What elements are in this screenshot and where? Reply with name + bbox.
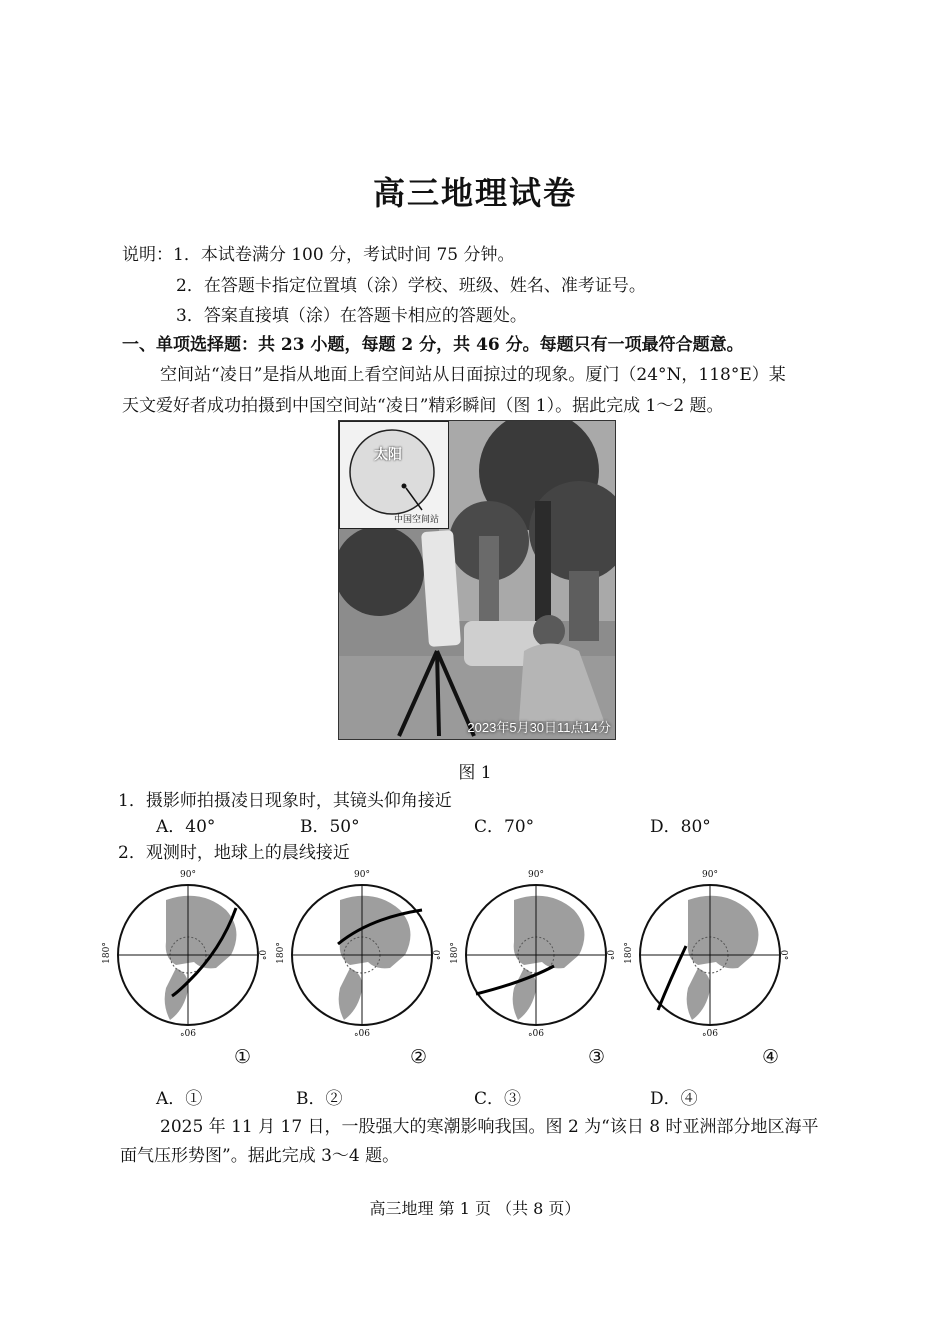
- q1-option-b: B．50°: [300, 817, 360, 837]
- photo-timestamp: 2023年5月30日11点14分: [467, 720, 611, 735]
- instruction-2: 2．在答题卡指定位置填（涂）学校、班级、姓名、准考证号。: [176, 276, 646, 296]
- lon-label-left: 180°: [275, 942, 286, 964]
- q2-option-b: B．②: [296, 1089, 343, 1109]
- lon-label-left: 180°: [449, 942, 460, 964]
- q2-option-c: C．③: [474, 1089, 522, 1109]
- polar-map-4: [628, 870, 792, 1040]
- page-footer: 高三地理 第 1 页 （共 8 页）: [369, 1199, 581, 1218]
- lat-label-bottom: 90°: [702, 1026, 718, 1036]
- globe-label-3: ③: [588, 1046, 606, 1068]
- passage2-line-2: 面气压形势图”。据此完成 3～4 题。: [120, 1146, 400, 1166]
- lat-label-top: 90°: [528, 870, 544, 880]
- lon-label-right: 0°: [430, 949, 441, 961]
- lat-label-bottom: 90°: [528, 1026, 544, 1036]
- globe-4: [623, 870, 792, 1040]
- page-title: 高三地理试卷: [372, 174, 577, 212]
- lat-label-bottom: 90°: [354, 1026, 370, 1036]
- passage1-line-1: 空间站“凌日”是指从地面上看空间站从日面掠过的现象。厦门（24°N，118°E）某: [160, 365, 786, 385]
- lat-label-top: 90°: [354, 870, 370, 880]
- lon-label-left: 180°: [623, 942, 634, 964]
- globe-1: [101, 870, 270, 1040]
- globe-2: [275, 870, 444, 1040]
- q1-stem: 1．摄影师拍摄凌日现象时，其镜头仰角接近: [118, 791, 452, 811]
- passage1-line-2: 天文爱好者成功拍摄到中国空间站“凌日”精彩瞬间（图 1）。据此完成 1～2 题。: [122, 396, 724, 416]
- sun-inset: [339, 421, 449, 529]
- lon-label-right: 0°: [604, 949, 615, 961]
- globe-label-1: ①: [234, 1046, 252, 1068]
- lat-label-top: 90°: [180, 870, 196, 880]
- section-heading: 一、单项选择题：共 23 小题，每题 2 分，共 46 分。每题只有一项最符合题意。: [122, 335, 744, 355]
- lon-label-left: 180°: [101, 942, 112, 964]
- lat-label-top: 90°: [702, 870, 718, 880]
- passage2-line-1: 2025 年 11 月 17 日，一股强大的寒潮影响我国。图 2 为“该日 8 时亚洲部分地区海平: [160, 1117, 819, 1137]
- lon-label-right: 0°: [256, 949, 267, 961]
- q2-option-a: A．①: [156, 1089, 203, 1109]
- q1-option-c: C．70°: [474, 817, 535, 837]
- q2-option-d: D．④: [650, 1089, 698, 1109]
- q1-option-a: A．40°: [156, 817, 216, 837]
- q1-option-d: D．80°: [650, 817, 711, 837]
- polar-map-3: [454, 870, 618, 1040]
- globe-label-2: ②: [410, 1046, 428, 1068]
- lon-label-right: 0°: [778, 949, 789, 961]
- figure1-caption: 图 1: [458, 763, 492, 783]
- q2-stem: 2．观测时，地球上的晨线接近: [118, 843, 350, 863]
- globe-3: [449, 870, 618, 1040]
- figure1-photo: [338, 420, 616, 740]
- sun-label: 太阳: [374, 447, 402, 463]
- station-label: 中国空间站: [394, 515, 440, 525]
- instruction-1: 说明：1．本试卷满分 100 分，考试时间 75 分钟。: [122, 245, 515, 265]
- lat-label-bottom: 90°: [180, 1026, 196, 1036]
- instruction-3: 3．答案直接填（涂）在答题卡相应的答题处。: [176, 306, 527, 326]
- polar-map-2: [280, 870, 444, 1040]
- globe-label-4: ④: [762, 1046, 780, 1068]
- polar-map-1: [106, 870, 270, 1040]
